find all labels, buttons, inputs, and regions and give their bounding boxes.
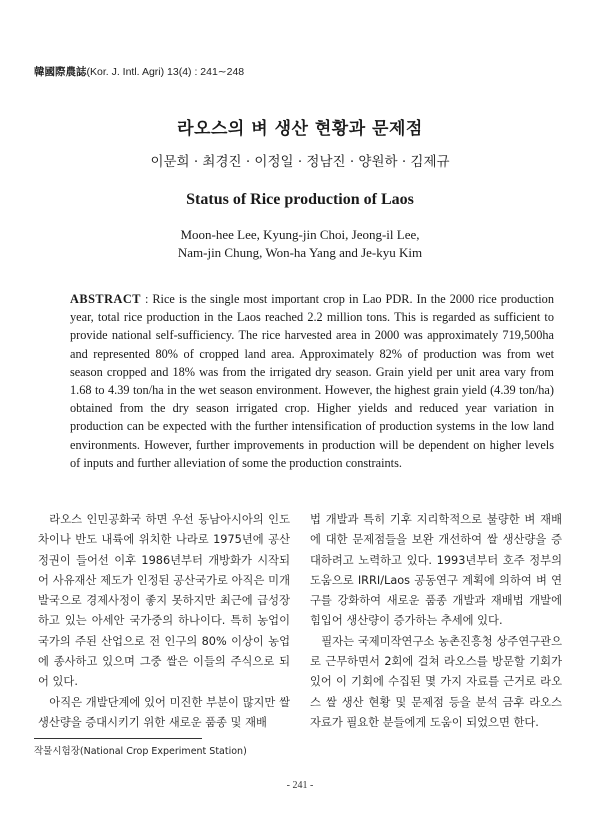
abstract-label: ABSTRACT [70, 292, 141, 306]
abstract-text: Rice is the single most important crop in Lao PDR. In the 2000 rice production year, total rice production in the Laos reached 2.2 million tons. This is regarded as sufficient to provide national self-sufficiency. The rice harvested area in 2000 was approximately 719,500ha and represented 80% of cropped land area. Approximately 82% of production was from wet season cropped and 18% was from the irrigated dry season. Grain yield per unit area vary from 1.68 to 4.39 ton/ha in the wet season environment. However, the highest grain yield (4.39 ton/ha) obtained from the dry season irrigated crop. Higher yields and reduced year variation in production can be expected with the further intensification of production systems in the low land environments. However, further improvements in production will be dependent on higher levels of inputs and further alleviation of some the production constraints. [70, 292, 554, 470]
journal-citation [34, 64, 244, 79]
authors-korean: 이문희 · 최경진 · 이정일 · 정남진 · 양원하 · 김제규 [150, 154, 450, 170]
authors-english-line-2: Nam-jin Chung, Won-ha Yang and Je-kyu Kim [177, 245, 423, 260]
journal-volume-pages: (Kor. J. Intl. Agri) 13(4) : 241∼248 [86, 66, 245, 78]
abstract: ABSTRACT : Rice is the single most important crop in Lao PDR. In the 2000 rice production year, total rice production in the Laos reached 2.2 million tons. This is regarded as sufficient to provide national self-sufficiency. The rice harvested area in 2000 was approximately 719,500ha and represented 80% of cropped land area. Approximately 82% of production was from wet season cropped and 18% was from the irrigated dry season. Grain yield per unit area vary from 1.68 to 4.39 ton/ha in the wet season environment. However, the highest grain yield (4.39 ton/ha) obtained from the dry season irrigated crop. Higher yields and reduced year variation in production can be expected with the further intensification of production systems in the low land environments. However, further improvements in production will be dependent on higher levels of inputs and further alleviation of some the production constraints. [70, 292, 554, 470]
body-paragraph: 라오스 인민공화국 하면 우선 동남아시아의 인도차이나 반도 내륙에 위치한 나라로 1975년에 공산 정권이 들어선 이후 1986년부터 개방화가 시작되어 사유재산 제도가 인정된 공산국가로 아직은 미개발국으로 경제사정이 좋지 못하지만 최근에 급성장하고 있는 아세안 국가중의 하나이다. 특히 농업이 국가의 주된 산업으로 전 인구의 80% 이상이 농업에 종사하고 있으며 그중 쌀은 이들의 주식으로 되어 있다. [38, 513, 290, 689]
authors-english [0, 226, 600, 262]
authors-english-line-1: Moon-hee Lee, Kyung-jin Choi, Jeong-il Lee, [180, 227, 420, 242]
title-english: Status of Rice production of Laos [186, 191, 414, 208]
body-column-left [38, 510, 290, 733]
body-paragraph: 아직은 개발단계에 있어 미진한 부분이 많지만 쌀 생산량을 증대시키기 위한 새로운 품종 및 재배 [38, 695, 290, 729]
page-number: - 241 - [286, 780, 314, 791]
footnote: 작물시험장(National Crop Experiment Station) [34, 746, 247, 757]
body-column-right [310, 510, 562, 733]
title-korean: 라오스의 벼 생산 현황과 문제점 [177, 119, 423, 139]
body-paragraph: 법 개발과 특히 기후 지리학적으로 불량한 벼 재배에 대한 문제점들을 보완 개선하여 쌀 생산량을 증대하려고 노력하고 있다. 1993년부터 호주 정부의 도움으로 IRRI/Laos 공동연구 계획에 의하여 벼 연구를 강화하여 새로운 품종 개발과 재배법 개발에 힘입어 생산량이 증가하는 추세에 있다. [310, 513, 562, 628]
footnote-divider [34, 738, 202, 739]
journal-name: 韓國際農誌 [34, 66, 87, 78]
body-paragraph: 필자는 국제미작연구소 농촌진흥청 상주연구관으로 근무하면서 2회에 걸쳐 라오스를 방문할 기회가 있어 이 기회에 수집된 몇 가지 자료를 근거로 라오스 쌀 생산 현황 및 문제점 등을 분석 금후 라오스 자료가 필요한 분들에게 도움이 되었으면 한다. [310, 634, 562, 729]
